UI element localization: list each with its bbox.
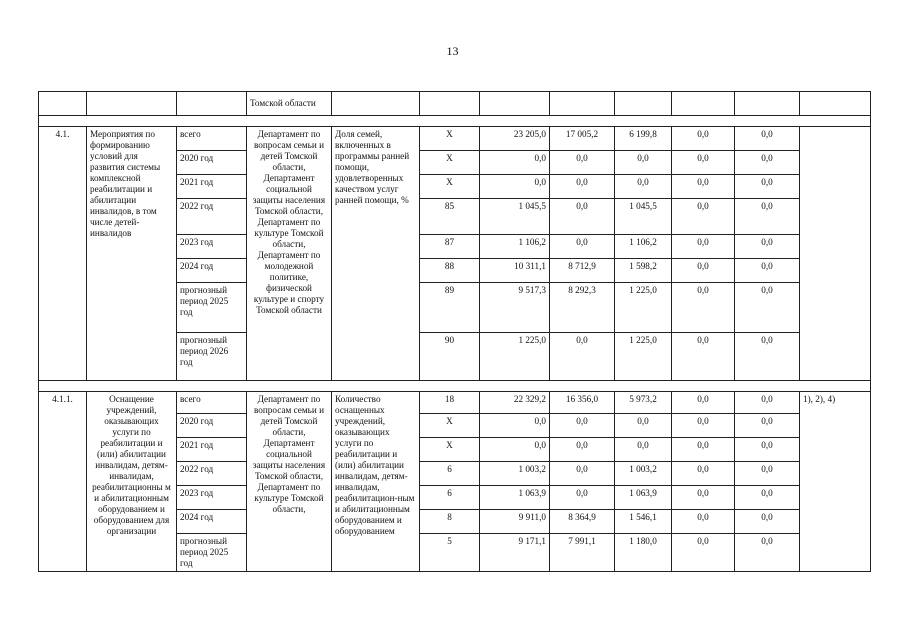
total-value: 9 517,3: [480, 283, 549, 333]
period-value: 2021 год: [177, 175, 246, 199]
sub-row: [735, 259, 799, 283]
sub-row: [550, 283, 614, 333]
sub-row: [550, 510, 614, 534]
sub-row: [550, 414, 614, 438]
fed-value: 0,0: [550, 462, 614, 486]
sub-row: [420, 414, 479, 438]
sub-row: [177, 175, 246, 199]
total-column: [480, 127, 550, 381]
sub-row: [672, 333, 734, 381]
loc-value: 0,0: [672, 283, 734, 333]
fed-value: 0,0: [550, 414, 614, 438]
sub-row: [735, 283, 799, 333]
extra-value: 0,0: [761, 335, 773, 345]
sub-row: [420, 534, 479, 570]
executor-cell: Томской области: [247, 92, 332, 116]
reg-value: 1 598,2: [615, 259, 671, 283]
loc-value: 0,0: [672, 127, 734, 151]
sub-row: [480, 510, 549, 534]
ind-value: 89: [420, 283, 479, 333]
sub-row: [480, 462, 549, 486]
sub-row: [672, 534, 734, 570]
sub-row: [735, 127, 799, 151]
loc-value: 0,0: [697, 335, 709, 345]
sub-row: [550, 259, 614, 283]
total-column: [480, 392, 550, 572]
fed-value: 17 005,2: [550, 127, 614, 151]
sub-row: [420, 151, 479, 175]
period-value: 2024 год: [177, 510, 246, 534]
period-value: 2022 год: [177, 462, 246, 486]
sub-row: [550, 127, 614, 151]
reg-value: 1 045,5: [615, 199, 671, 235]
sub-row: [672, 414, 734, 438]
sub-row: [177, 414, 246, 438]
sub-row: [672, 486, 734, 510]
extra-value: 0,0: [735, 151, 799, 175]
page-number: 13: [446, 44, 459, 58]
ind-value: 18: [420, 392, 479, 414]
sub-table: [615, 127, 671, 380]
total-value: 1 106,2: [480, 235, 549, 259]
sub-row: [672, 175, 734, 199]
sub-table: [672, 127, 734, 380]
extra-value: 0,0: [761, 536, 773, 546]
sub-row: [735, 175, 799, 199]
sub-row: [420, 283, 479, 333]
total-value: 0,0: [480, 414, 549, 438]
loc-value: 0,0: [672, 175, 734, 199]
sub-table: [177, 392, 246, 571]
loc-value: 0,0: [672, 486, 734, 510]
sub-row: [615, 486, 671, 510]
total-value: 0,0: [480, 438, 549, 462]
reg-value: 0,0: [615, 414, 671, 438]
fed-value: 0,0: [550, 175, 614, 199]
ind-value: 90: [444, 335, 455, 345]
sub-row: [735, 235, 799, 259]
loc-value: 0,0: [672, 392, 734, 414]
federal-column: [550, 392, 615, 572]
sub-row: [480, 175, 549, 199]
reg-value: 0,0: [615, 175, 671, 199]
extra-value: 0,0: [735, 462, 799, 486]
sub-row: [420, 333, 479, 381]
sub-row: [480, 259, 549, 283]
indicator-value-column: [420, 127, 480, 381]
sub-row: [672, 127, 734, 151]
sub-row: [420, 510, 479, 534]
row-name: Мероприятия по формированию условий для развития системы комплексной реабилитации и абилитации инвалидов, в том числе детей-инвалидов: [87, 127, 177, 381]
ind-value: 85: [420, 199, 479, 235]
regional-column: [615, 392, 672, 572]
local-column: [672, 392, 735, 572]
extra-value: 0,0: [735, 392, 799, 414]
sub-row: [177, 486, 246, 510]
sub-row: [177, 438, 246, 462]
ind-value: Х: [420, 438, 479, 462]
total-value: 23 205,0: [480, 127, 549, 151]
loc-value: 0,0: [672, 462, 734, 486]
sub-row: [480, 438, 549, 462]
sub-row: [177, 127, 246, 151]
ind-value: 6: [420, 486, 479, 510]
fed-value: 8 712,9: [550, 259, 614, 283]
sub-table: [480, 392, 549, 569]
sub-row: [672, 151, 734, 175]
sub-row: [480, 392, 549, 414]
reg-value: 1 546,1: [615, 510, 671, 534]
sub-table: [550, 392, 614, 569]
ind-value: 87: [420, 235, 479, 259]
loc-value: 0,0: [697, 536, 709, 546]
reg-value: 1 003,2: [615, 462, 671, 486]
row-code: 4.1.1.: [39, 392, 87, 572]
sub-table: [177, 127, 246, 380]
total-value: 10 311,1: [480, 259, 549, 283]
extra-value: 0,0: [735, 510, 799, 534]
loc-value: 0,0: [672, 510, 734, 534]
period-value: всего: [177, 127, 246, 151]
sub-row: [672, 462, 734, 486]
sub-row: [735, 151, 799, 175]
extra-value: 0,0: [735, 175, 799, 199]
sub-row: [615, 414, 671, 438]
sub-row: [177, 392, 246, 414]
sub-row: [420, 462, 479, 486]
sub-row: [550, 235, 614, 259]
sub-row: [550, 151, 614, 175]
sub-row: [615, 333, 671, 381]
sub-row: [615, 127, 671, 151]
sub-row: [672, 235, 734, 259]
total-value: 22 329,2: [480, 392, 549, 414]
total-value: 1 045,5: [480, 199, 549, 235]
sub-row: [177, 199, 246, 235]
sub-row: [615, 510, 671, 534]
executor-cell: Департамент по вопросам семьи и детей Томской области, Департамент социальной защиты населения Томской области, Департамент по культуре Томской области, Департамент по молодежной политике, физической культуре и спорту Томской области: [247, 127, 332, 381]
sub-row: [550, 333, 614, 381]
sub-row: [420, 438, 479, 462]
indicator-value-column: [420, 392, 480, 572]
row-code: 4.1.: [39, 127, 87, 381]
period-value: 2020 год: [177, 414, 246, 438]
table-row-block-4-1-1: [39, 392, 871, 572]
total-value: 9 171,1: [518, 536, 546, 546]
program-table: [38, 91, 871, 572]
sub-row: [177, 235, 246, 259]
sub-row: [672, 199, 734, 235]
total-value: 1 003,2: [480, 462, 549, 486]
local-column: [672, 127, 735, 381]
fed-value: 8 364,9: [550, 510, 614, 534]
sub-row: [615, 438, 671, 462]
sub-row: [615, 235, 671, 259]
sub-row: [177, 462, 246, 486]
period-value: всего: [177, 392, 246, 414]
federal-column: [550, 127, 615, 381]
extra-value: 0,0: [735, 235, 799, 259]
loc-value: 0,0: [672, 199, 734, 235]
ind-value: Х: [420, 175, 479, 199]
ind-value: 6: [420, 462, 479, 486]
sub-row: [480, 127, 549, 151]
ind-value: Х: [420, 127, 479, 151]
period-value: 2020 год: [177, 151, 246, 175]
sub-table: [615, 392, 671, 569]
sub-row: [550, 392, 614, 414]
sub-row: [615, 283, 671, 333]
sub-row: [735, 438, 799, 462]
period-value: 2023 год: [177, 235, 246, 259]
period-value: 2021 год: [177, 438, 246, 462]
sub-row: [615, 462, 671, 486]
loc-value: 0,0: [672, 235, 734, 259]
sub-row: [615, 534, 671, 570]
sub-row: [550, 486, 614, 510]
sub-table: [735, 392, 799, 569]
sub-row: [672, 392, 734, 414]
sub-row: [615, 175, 671, 199]
sub-row: [550, 462, 614, 486]
fed-value: 16 356,0: [550, 392, 614, 414]
fed-value: 0,0: [576, 335, 588, 345]
continuation-row: [39, 92, 871, 116]
period-column: [177, 392, 247, 572]
sub-table: [550, 127, 614, 380]
sub-row: [420, 199, 479, 235]
extra-value: 0,0: [735, 127, 799, 151]
ind-value: Х: [420, 414, 479, 438]
period-value: прогнозный период 2026 год: [180, 335, 229, 367]
sub-row: [550, 534, 614, 570]
period-value: 2024 год: [177, 259, 246, 283]
sub-row: [672, 510, 734, 534]
extra-value: 0,0: [735, 486, 799, 510]
sub-row: [672, 438, 734, 462]
sub-row: [735, 414, 799, 438]
sub-table: [420, 127, 479, 380]
extra-value: 0,0: [735, 438, 799, 462]
sub-table: [420, 392, 479, 569]
sub-row: [420, 392, 479, 414]
sub-row: [480, 414, 549, 438]
sub-row: [480, 235, 549, 259]
total-value: 0,0: [480, 151, 549, 175]
sub-row: [480, 283, 549, 333]
sub-row: [735, 199, 799, 235]
fed-value: 8 292,3: [550, 283, 614, 333]
sub-row: [480, 534, 549, 570]
sub-row: [672, 283, 734, 333]
extra-value: 0,0: [735, 414, 799, 438]
extra-value: 0,0: [735, 199, 799, 235]
fed-value: 0,0: [550, 199, 614, 235]
total-value: 1 063,9: [480, 486, 549, 510]
sub-row: [615, 151, 671, 175]
period-value: прогнозный период 2025 год: [177, 283, 246, 333]
sub-row: [420, 175, 479, 199]
sub-row: [735, 486, 799, 510]
ind-value: 88: [420, 259, 479, 283]
reg-value: 5 973,2: [615, 392, 671, 414]
sub-row: [550, 175, 614, 199]
sub-row: [177, 283, 246, 333]
sub-row: [615, 259, 671, 283]
sub-row: [480, 151, 549, 175]
sub-table: [480, 127, 549, 380]
sub-row: [615, 392, 671, 414]
ind-value: 8: [420, 510, 479, 534]
sub-row: [420, 259, 479, 283]
extra-value: 0,0: [735, 283, 799, 333]
fed-value: 0,0: [550, 235, 614, 259]
sub-row: [480, 199, 549, 235]
sub-row: [420, 127, 479, 151]
reg-value: 1 106,2: [615, 235, 671, 259]
total-value: 1 225,0: [518, 335, 546, 345]
sub-row: [480, 333, 549, 381]
note-cell: 1), 2), 4): [800, 392, 871, 572]
separator-row: [39, 116, 871, 127]
sub-row: [735, 510, 799, 534]
sub-row: [735, 392, 799, 414]
sub-row: [550, 438, 614, 462]
sub-row: [735, 333, 799, 381]
sub-row: [177, 534, 246, 572]
period-value: прогнозный период 2025 год: [180, 536, 229, 568]
sub-row: [177, 259, 246, 283]
period-column: [177, 127, 247, 381]
loc-value: 0,0: [672, 151, 734, 175]
total-value: 9 911,0: [480, 510, 549, 534]
sub-row: [420, 235, 479, 259]
reg-value: 6 199,8: [615, 127, 671, 151]
ind-value: Х: [420, 151, 479, 175]
fed-value: 0,0: [550, 151, 614, 175]
sub-row: [735, 462, 799, 486]
reg-value: 1 225,0: [615, 283, 671, 333]
sub-row: [177, 151, 246, 175]
sub-table: [735, 127, 799, 380]
reg-value: 1 063,9: [615, 486, 671, 510]
loc-value: 0,0: [672, 414, 734, 438]
indicator-cell: Доля семей, включенных в программы ранней помощи, удовлетворенных качеством услуг ранней помощи, %: [332, 127, 420, 381]
sub-row: [735, 534, 799, 570]
total-value: 0,0: [480, 175, 549, 199]
fed-value: 7 991,1: [568, 536, 596, 546]
row-name: Оснащение учреждений, оказывающих услуги по реабилитации и (или) абилитации инвалидам, детям-инвалидам, реабилитационны м и абилитационным оборудованием и оборудованием для организации: [87, 392, 177, 572]
reg-value: 0,0: [615, 438, 671, 462]
fed-value: 0,0: [550, 486, 614, 510]
extra-column: [735, 392, 800, 572]
sub-row: [177, 510, 246, 534]
extra-value: 0,0: [735, 259, 799, 283]
sub-row: [177, 333, 246, 381]
loc-value: 0,0: [672, 438, 734, 462]
sub-row: [480, 486, 549, 510]
sub-row: [420, 486, 479, 510]
executor-cell: Департамент по вопросам семьи и детей Томской области, Департамент социальной защиты населения Томской области, Департамент по культуре Томской области,: [247, 392, 332, 572]
sub-row: [615, 199, 671, 235]
loc-value: 0,0: [672, 259, 734, 283]
extra-column: [735, 127, 800, 381]
ind-value: 5: [447, 536, 452, 546]
sub-row: [672, 259, 734, 283]
reg-value: 1 225,0: [629, 335, 657, 345]
period-value: 2023 год: [177, 486, 246, 510]
regional-column: [615, 127, 672, 381]
separator-row: [39, 381, 871, 392]
note-cell: [800, 127, 871, 381]
sub-row: [550, 199, 614, 235]
period-value: 2022 год: [177, 199, 246, 235]
indicator-cell: Количество оснащенных учреждений, оказывающих услуги по реабилитации и (или) абилитации инвалидам, детям-инвалидам, реабилитацион-ным и абилитационным оборудованием и оборудованием: [332, 392, 420, 572]
fed-value: 0,0: [550, 438, 614, 462]
sub-table: [672, 392, 734, 569]
reg-value: 0,0: [615, 151, 671, 175]
reg-value: 1 180,0: [629, 536, 657, 546]
table-row-block-4-1: [39, 127, 871, 381]
